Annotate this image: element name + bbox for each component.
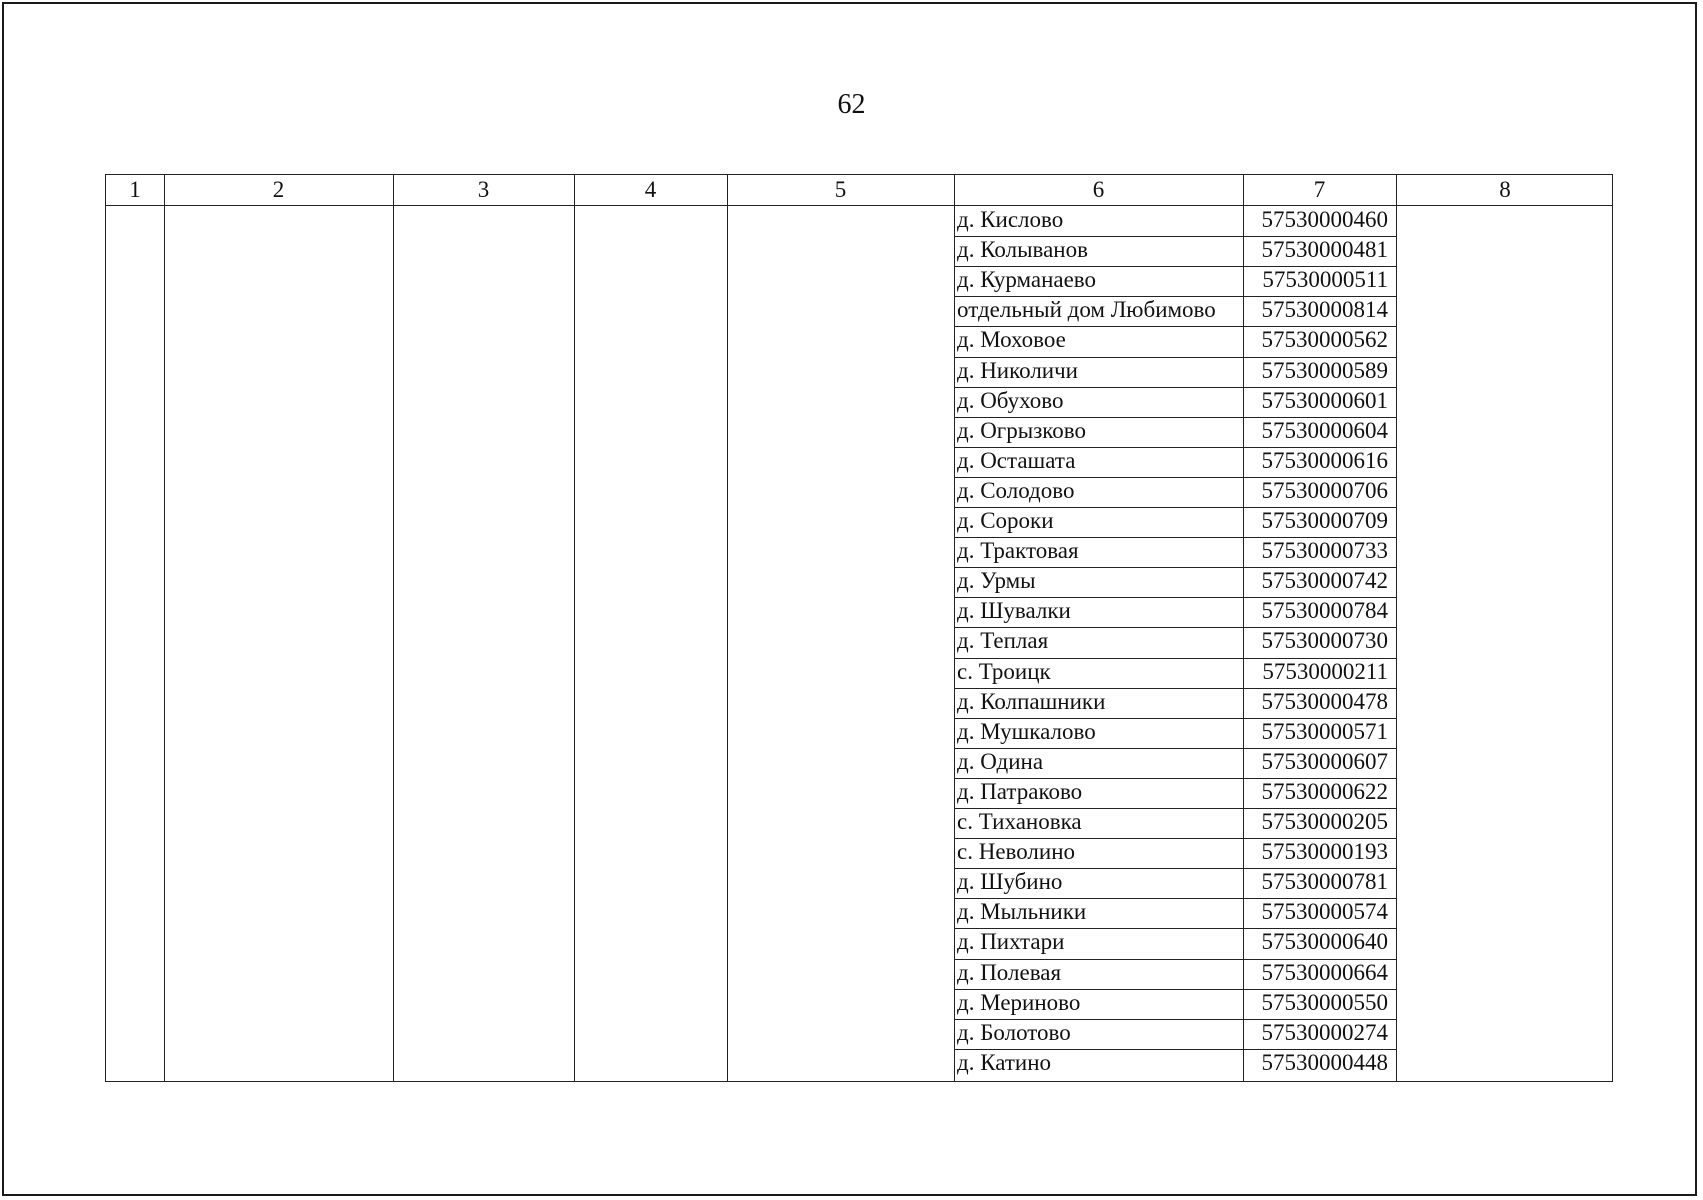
column-header: 1 xyxy=(129,177,141,202)
settlement-code: 57530000574 xyxy=(1261,899,1388,925)
settlement-code: 57530000640 xyxy=(1261,929,1388,955)
column-header: 3 xyxy=(477,177,490,202)
settlement-code: 57530000784 xyxy=(1261,598,1388,624)
settlement-name: д. Осташата xyxy=(957,447,1076,473)
settlement-name: д. Шубино xyxy=(957,869,1063,895)
settlement-name: д. Солодово xyxy=(957,477,1075,503)
settlement-name: д. Шувалки xyxy=(957,598,1071,624)
column-divider xyxy=(164,175,165,1081)
settlement-code: 57530000706 xyxy=(1261,477,1388,503)
settlement-name: с. Троицк xyxy=(957,658,1051,684)
settlement-name: д. Сороки xyxy=(957,508,1054,533)
settlement-name: д. Мыльники xyxy=(957,899,1087,925)
column-divider xyxy=(1396,175,1397,1081)
settlement-name: д. Трактовая xyxy=(957,538,1079,564)
settlement-code: 57530000616 xyxy=(1261,447,1388,473)
settlement-code: 57530000562 xyxy=(1261,327,1388,353)
settlement-code: 57530000511 xyxy=(1262,267,1388,293)
settlement-code: 57530000709 xyxy=(1261,508,1388,533)
settlement-code: 57530000571 xyxy=(1261,718,1388,744)
settlement-code: 57530000205 xyxy=(1261,809,1388,834)
settlement-code: 57530000478 xyxy=(1261,688,1388,714)
page-number: 62 xyxy=(837,89,866,120)
settlement-name: д. Николичи xyxy=(957,357,1078,383)
settlement-name: отдельный дом Любимово xyxy=(957,297,1216,323)
settlement-code: 57530000814 xyxy=(1261,297,1388,323)
settlement-code: 57530000664 xyxy=(1261,959,1388,985)
settlement-code: 57530000589 xyxy=(1261,357,1388,383)
column-header: 2 xyxy=(272,177,285,202)
settlement-code: 57530000730 xyxy=(1261,628,1388,654)
settlement-code: 57530000460 xyxy=(1261,207,1388,232)
column-header: 5 xyxy=(834,177,847,202)
column-header: 6 xyxy=(1092,177,1105,202)
settlement-code: 57530000781 xyxy=(1261,869,1388,895)
column-divider xyxy=(393,175,394,1081)
settlement-name: д. Катино xyxy=(957,1049,1052,1075)
settlement-name: д. Огрызково xyxy=(957,417,1086,443)
settlement-code: 57530000733 xyxy=(1261,538,1388,564)
settlement-code: 57530000604 xyxy=(1261,417,1388,443)
settlement-code: 57530000448 xyxy=(1261,1049,1388,1075)
settlement-code: 57530000193 xyxy=(1261,839,1388,865)
settlement-name: д. Мушкалово xyxy=(957,718,1096,744)
settlement-code: 57530000607 xyxy=(1261,748,1388,774)
column-divider xyxy=(574,175,575,1081)
settlement-code: 57530000550 xyxy=(1261,989,1388,1015)
settlement-code: 57530000274 xyxy=(1261,1019,1388,1045)
column-divider xyxy=(727,175,728,1081)
column-header: 4 xyxy=(644,177,657,202)
settlement-name: д. Урмы xyxy=(957,568,1036,594)
settlement-name: с. Неволино xyxy=(957,839,1076,865)
settlement-code: 57530000601 xyxy=(1261,387,1388,413)
settlement-name: д. Патраково xyxy=(957,778,1083,804)
settlement-name: с. Тихановка xyxy=(957,809,1082,834)
column-header: 8 xyxy=(1499,177,1511,202)
settlement-name: д. Кислово xyxy=(957,207,1064,232)
settlement-name: д. Полевая xyxy=(957,959,1062,985)
settlement-code: 57530000622 xyxy=(1261,778,1388,804)
settlement-code: 57530000211 xyxy=(1262,658,1388,684)
settlement-name: д. Обухово xyxy=(957,387,1064,413)
settlement-name: д. Курманаево xyxy=(957,267,1096,293)
settlement-name: д. Моховое xyxy=(957,327,1066,353)
settlement-name: д. Теплая xyxy=(957,628,1049,654)
settlement-name: д. Колыванов xyxy=(957,237,1088,263)
settlements-table xyxy=(105,174,1613,1082)
settlement-name: д. Мериново xyxy=(957,989,1081,1015)
settlement-name: д. Болотово xyxy=(957,1019,1071,1045)
column-header: 7 xyxy=(1313,177,1326,202)
settlement-code: 57530000742 xyxy=(1261,568,1388,594)
settlement-code: 57530000481 xyxy=(1261,237,1388,263)
settlement-name: д. Одина xyxy=(957,748,1044,774)
settlement-name: д. Колпашники xyxy=(957,688,1106,714)
settlement-name: д. Пихтари xyxy=(957,929,1065,955)
